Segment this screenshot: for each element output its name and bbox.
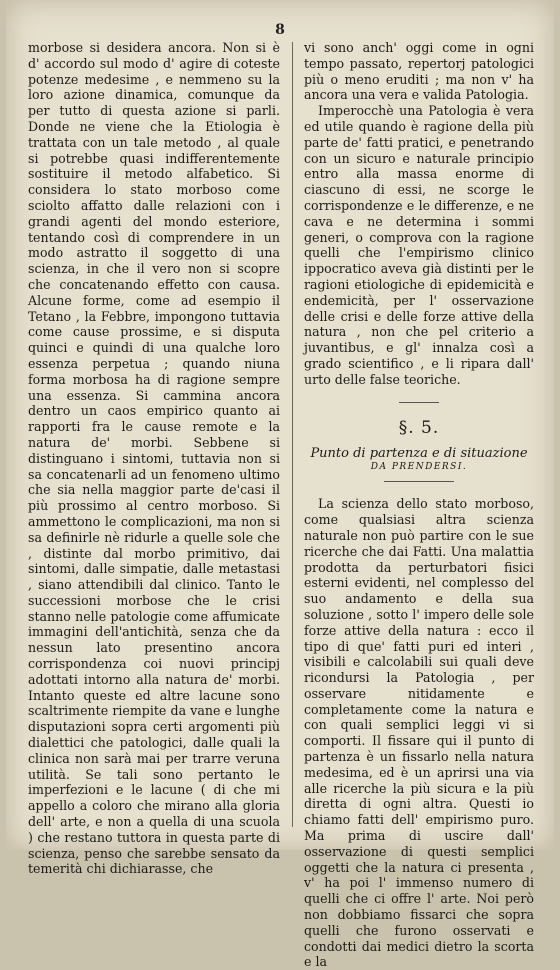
paragraph: Imperocchè una Patologia è vera ed utile quando è ragione della più parte de' fatti pratici, e penetrando con un sicuro e naturale principio entro alla massa enorme di ciascuno di essi, ne scorge le corrispondenze e le differenze, e ne cava e ne determina i sommi generi, o comprova con la ragione quelli che l'empirismo clinico ippocratico aveva già distinti per le ragioni etiologiche di epidemicità e endemicità, per l' osservazione delle crisi e delle forze attive della natura , non che pel criterio a juvantibus, e gl' innalza così a grado scientifico , e li ripara dall' urto delle false teoriche. bbox=[304, 103, 534, 387]
paragraph: morbose si desidera ancora. Non si è d' accordo sul modo d' agire di coteste potenze medesime , e nemmeno su la loro azione dinamica, comunque da per tutto di questa azione si parli. Donde ne viene che la Etiologia è trattata con un tale metodo , al quale si potrebbe quasi indifferentemente sostituire il metodo alfabetico. Si considera lo stato morboso come sciolto affatto dalle relazioni con i grandi agenti del mondo esteriore, tentando così di comprendere in un modo astratto il soggetto di una scienza, in che il vero non si scopre che concatenando effetto con causa. Alcune forme, come ad esempio il Tetano , la Febbre, impongono tuttavia come cause prossime, e si disputa quinci e quindi di una qualche loro essenza perpetua ; quando niuna forma morbosa ha di ragione sempre una essenza. Si cammina ancora dentro un caos empirico quanto ai rapporti fra le cause remote e la natura de' morbi. Sebbene si distinguano i sintomi, tuttavia non si sa concatenarli ad un fenomeno ultimo che sia nella maggior parte de'casi il più prossimo al centro morboso. Si ammettono le complicazioni, ma non si sa definirle nè ridurle a quelle sole che , distinte dal morbo primitivo, dai sintomi, dalle simpatie, dalle metastasi , siano attendibili dal clinico. Tanto le successioni morbose che le crisi stanno nelle patologie come affumicate immagini dell'antichità, senza che da nessun lato presentino ancora corrispondenza coi nuovi principj adottati intorno alla natura de' morbi. Intanto queste ed altre lacune sono scaltrimente riempite da vane e lunghe disputazioni sopra certi argomenti più dialettici che patologici, dalle quali la clinica non sarà mai per trarre veruna utilità. Se tali sono pertanto le imperfezioni e le lacune ( di che mi appello a coloro che mirano alla gloria dell' arte, e non a quella di una scuola ) che restano tuttora in questa parte di scienza, penso che sarebbe sensato da temerità chi dichiarasse, che bbox=[28, 40, 280, 877]
paragraph: vi sono anch' oggi come in ogni tempo passato, repertorj patologici più o meno eruditi ; ma non v' ha ancora una vera e valida Patologia. bbox=[304, 40, 534, 103]
left-column bbox=[28, 40, 280, 877]
section-rule bbox=[399, 402, 439, 403]
section-rule bbox=[384, 481, 454, 482]
right-column bbox=[304, 40, 534, 970]
section-number: §. 5. bbox=[398, 417, 440, 438]
section-title: Punto di partenza e di situazione bbox=[310, 446, 528, 462]
column-divider bbox=[292, 42, 293, 827]
book-page bbox=[6, 0, 554, 970]
page-number: 8 bbox=[275, 22, 285, 38]
paragraph: La scienza dello stato morboso, come qualsiasi altra scienza naturale non può partire con le sue ricerche che dai Fatti. Una malattia prodotta da perturbatori fisici esterni evidenti, nel complesso del suo andamento e della sua soluzione , sotto l' impero delle sole forze attive della natura : ecco il tipo di que' fatti puri ed interi , visibili e calcolabili sui quali deve ricondursi la Patologia , per osservare nitidamente e completamente come la natura e con quali semplici leggi vi si comporti. Il fissare qui il punto di partenza è un fissarlo nella natura medesima, ed è un aprirsi una via alle ricerche la più sicura e la più diretta di ogni altra. Questi io chiamo fatti dell' empirismo puro. Ma prima di uscire dall' osservazione di questi semplici oggetti che la natura ci presenta , v' ha poi l' immenso numero di quelli che ci offre l' arte. Noi però non dobbiamo fissarci che sopra quelli che furono osservati e condotti dai medici dietro la scorta e la bbox=[304, 496, 534, 970]
section-subtitle: DA PRENDERSI. bbox=[370, 462, 468, 473]
